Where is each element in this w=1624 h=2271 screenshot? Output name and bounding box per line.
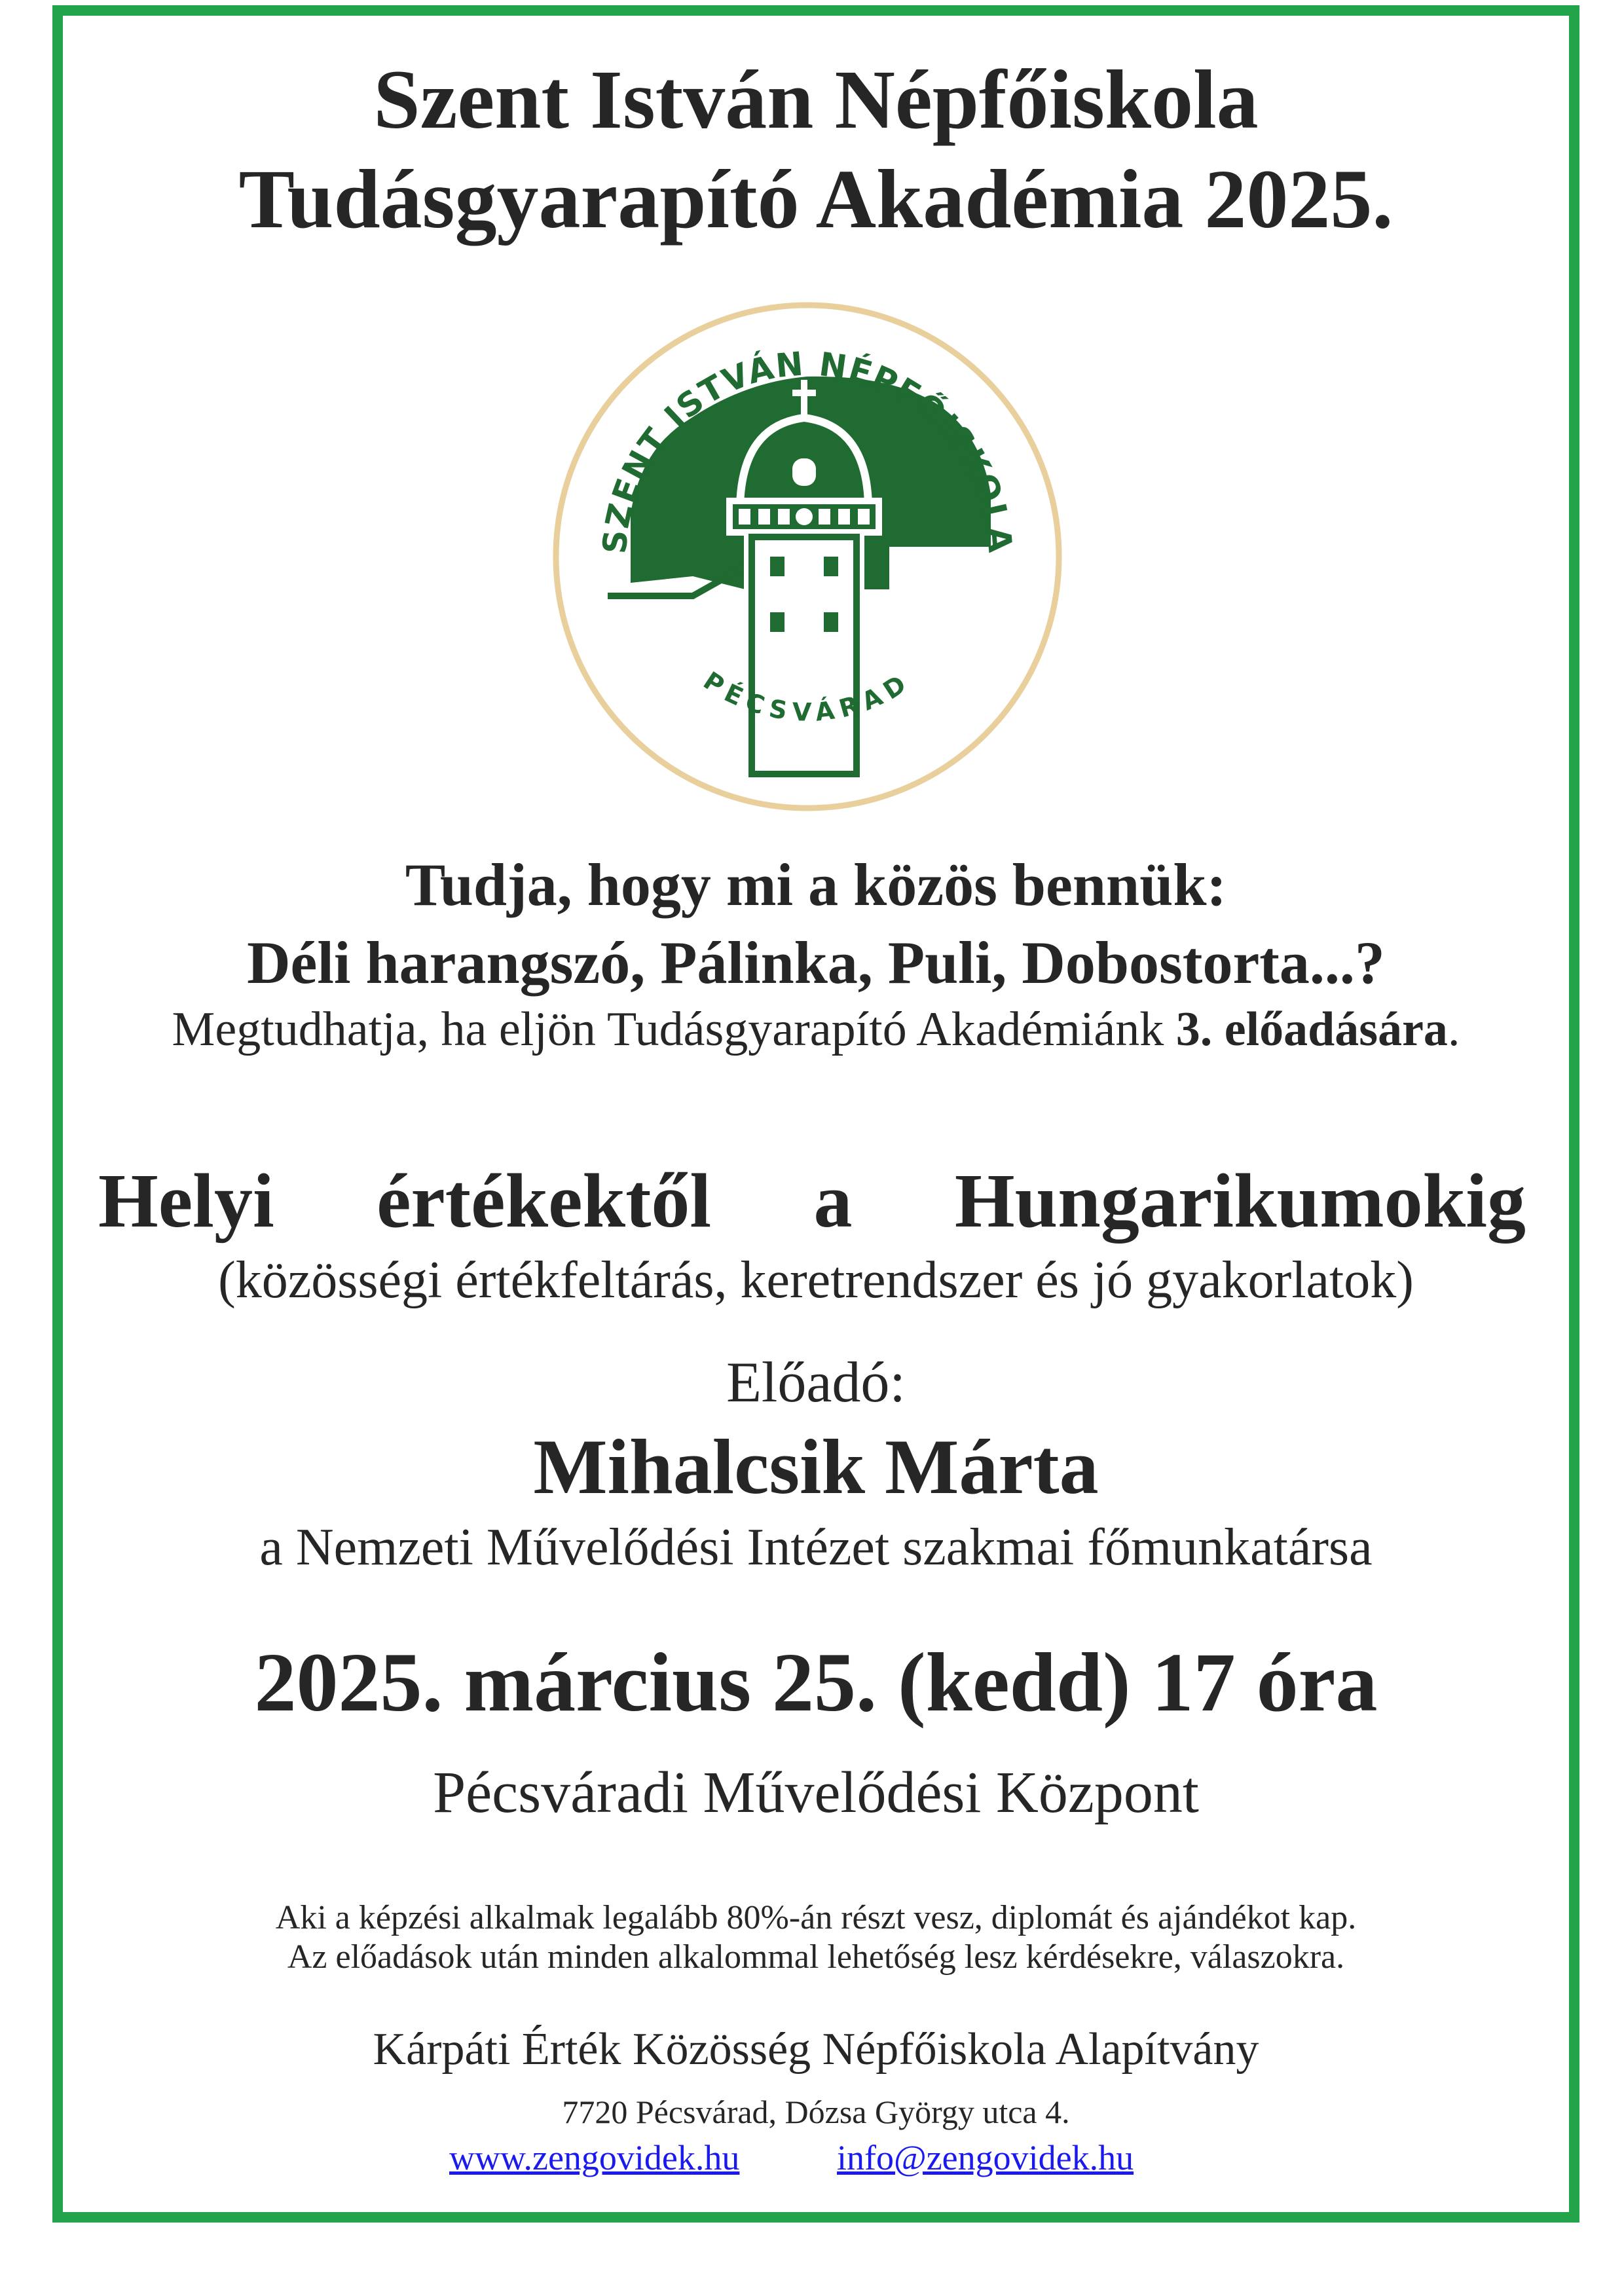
- note-line2: Az előadások után minden alkalommal lehetőség lesz kérdésekre, válaszokra.: [287, 1938, 1345, 1976]
- invite-line: [52, 1005, 1579, 1054]
- invite-suffix: .: [1447, 1003, 1460, 1056]
- event-venue: Pécsváradi Művelődési Központ: [433, 1760, 1199, 1825]
- logo-bottom-text: PÉCSVÁRAD: [698, 666, 917, 727]
- school-logo: [549, 298, 1066, 815]
- invite-prefix: Megtudhatja, ha eljön Tudásgyarapító Akadémiánk: [172, 1003, 1176, 1056]
- presenter-role: a Nemzeti Művelődési Intézet szakmai főmunkatársa: [259, 1519, 1373, 1576]
- question-line2: Déli harangszó, Pálinka, Puli, Dobostorta...?: [247, 929, 1385, 996]
- header-title-line1: Szent István Népfőiskola: [373, 53, 1259, 146]
- presenter-name: Mihalcsik Márta: [533, 1423, 1099, 1510]
- lecture-title: [98, 1158, 1526, 1244]
- note-line1: Aki a képzési alkalmak legalább 80%-án részt vesz, diplomát és ajándékot kap.: [275, 1899, 1357, 1936]
- lecture-title-word: Hungarikumokig: [954, 1158, 1526, 1244]
- email-link[interactable]: info@zengovidek.hu: [837, 2138, 1134, 2177]
- organizer-name: Kárpáti Érték Közösség Népfőiskola Alapítvány: [373, 2024, 1259, 2075]
- organizer-address: 7720 Pécsvárad, Dózsa György utca 4.: [562, 2094, 1070, 2130]
- lecture-title-word: értékektől: [377, 1158, 712, 1244]
- website-link[interactable]: www.zengovidek.hu: [449, 2138, 740, 2177]
- presenter-label: Előadó:: [726, 1351, 906, 1414]
- lecture-subtitle: (közösségi értékfeltárás, keretrendszer és jó gyakorlatok): [218, 1251, 1414, 1309]
- invite-bold: 3. előadására: [1175, 1003, 1448, 1056]
- lecture-title-word: a: [813, 1158, 853, 1244]
- question-line1: Tudja, hogy mi a közös bennük:: [405, 851, 1227, 918]
- header-title-line2: Tudásgyarapító Akadémia 2025.: [238, 153, 1393, 246]
- lecture-title-word: Helyi: [98, 1158, 274, 1244]
- logo-arc-text: SZENT ISTVÁN NÉPFŐISKOLA: [595, 344, 1020, 555]
- event-datetime: 2025. március 25. (kedd) 17 óra: [254, 1636, 1378, 1729]
